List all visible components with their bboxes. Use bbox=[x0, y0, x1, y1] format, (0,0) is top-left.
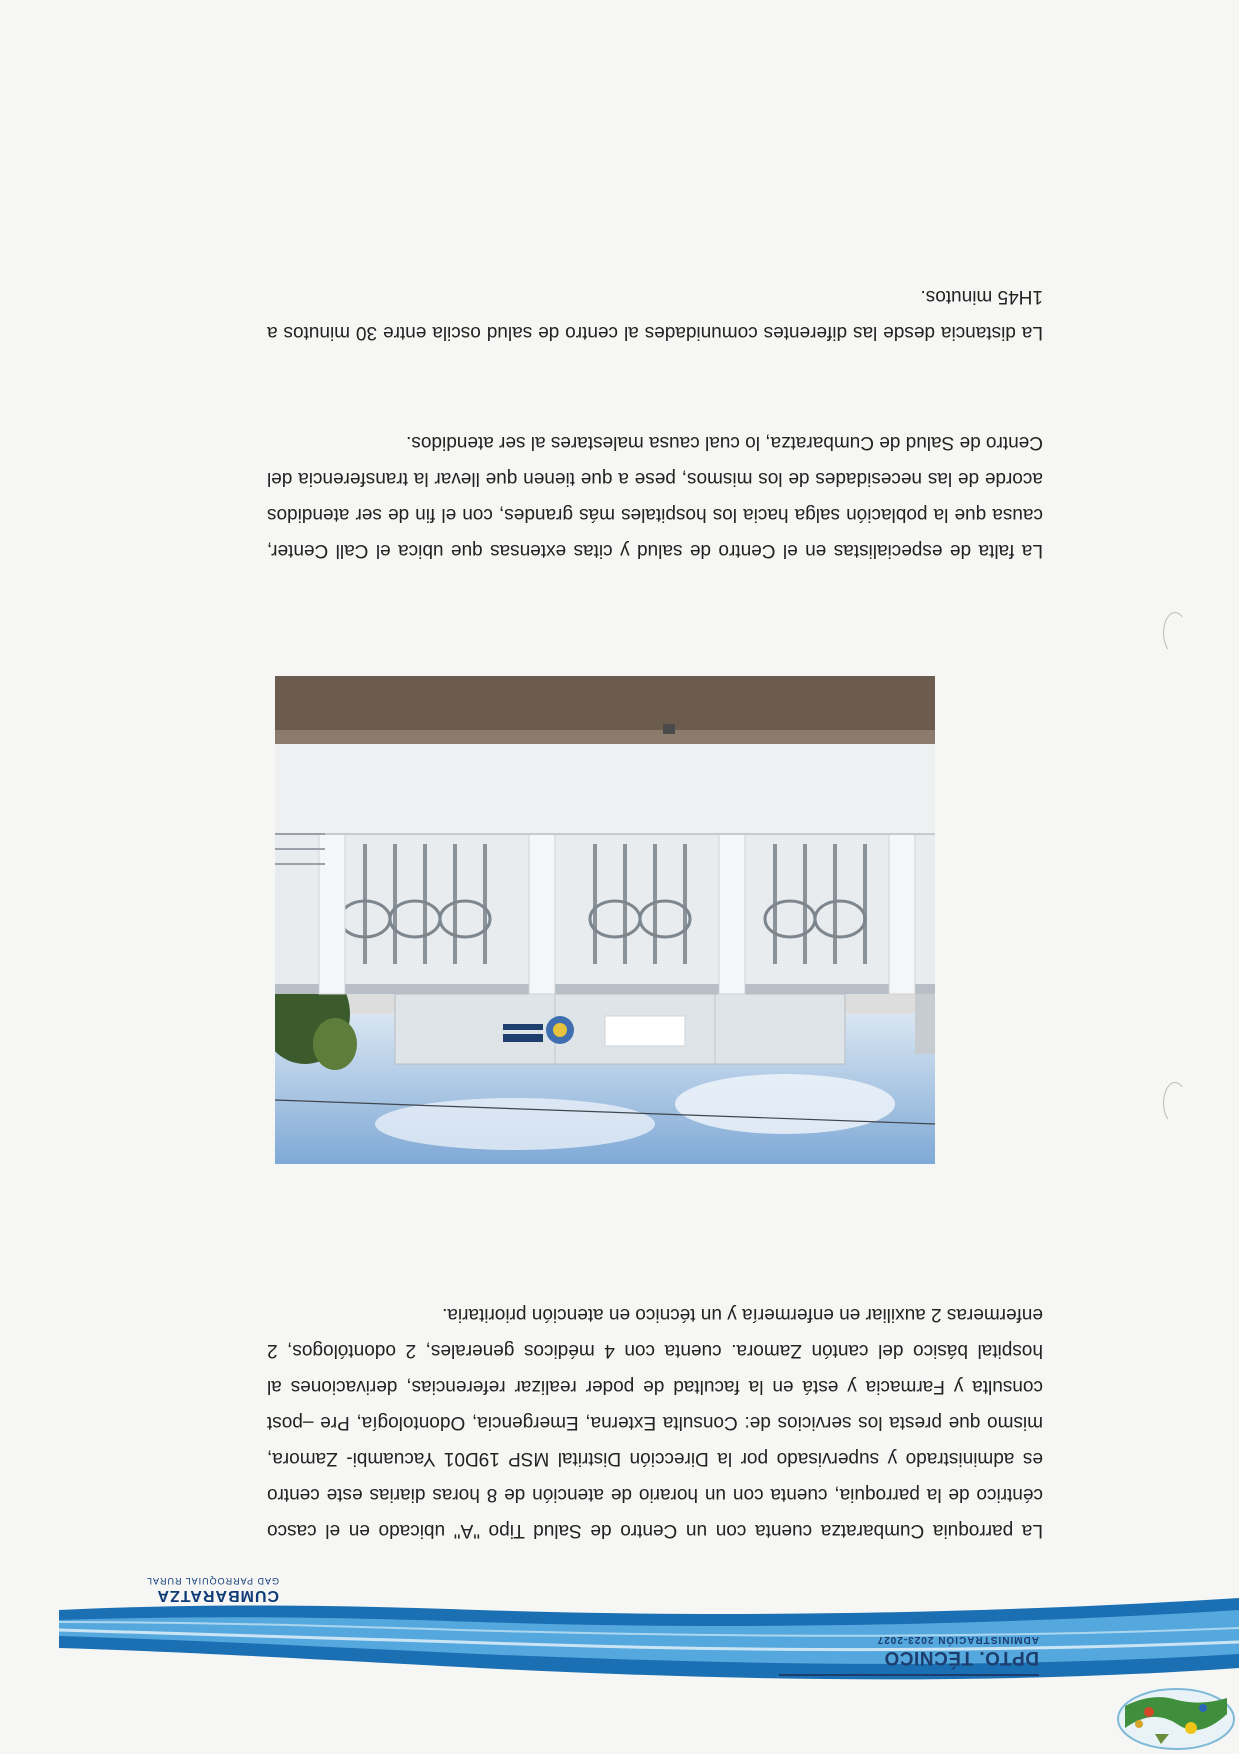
binding-hole-mark bbox=[1163, 612, 1187, 654]
paragraph-health-center: La parroquia Cumbaratza cuenta con un Centro de Salud Tipo "A" ubicado en el casco céntrico de la parroquia, cuenta con un horario de atención de 8 horas diarias este centro es administrado y supervisado por la Dirección Distrital MSP 19D01 Yacuambi- Zamora, mismo que presta los servicios de: Consulta Externa, Emergencia, Odontología, Pre –post consulta y Farmacia y está en la facultad de poder realizar referencias, derivaciones al hospital básico del cantón Zamora. cuenta con 4 médicos generales, 2 odontólogos, 2 enfermeras 2 auxiliar en enfermería y un técnico en atención prioritaria. bbox=[267, 1304, 1043, 1541]
paragraph-specialists: La falta de especialistas en el Centro de salud y citas extensas que ubica el Call Center, causa que la población salga hacia los hospitales más grandes, con el fin de ser atendidos acorde de las necesidades de los mismos, pese a que tienen que llevar la transferencia del Centro de Salud de Cumbaratza, lo cual causa malestares al ser atendidos. bbox=[267, 432, 1043, 561]
department-title: DPTO. TÉCNICO bbox=[884, 1647, 1039, 1668]
administration-period: ADMINISTRACIÓN 2023-2027 bbox=[876, 1634, 1039, 1645]
paragraph-distance: La distancia desde las diferentes comunidades al centro de salud oscila entre 30 minutos a 1H45 minutos. bbox=[267, 286, 1043, 343]
health-center-photo-illustration bbox=[275, 676, 935, 1164]
brand-subtitle: GAD PARROQUIAL RURAL bbox=[145, 1576, 279, 1586]
parish-logo bbox=[1113, 1684, 1239, 1754]
department-block bbox=[779, 1634, 1039, 1676]
brand-name: CUMBARATZA bbox=[156, 1587, 279, 1604]
health-center-photo bbox=[275, 676, 935, 1164]
page-header bbox=[0, 1554, 1239, 1754]
binding-hole-mark bbox=[1163, 1082, 1187, 1124]
brand-block bbox=[79, 1576, 279, 1604]
